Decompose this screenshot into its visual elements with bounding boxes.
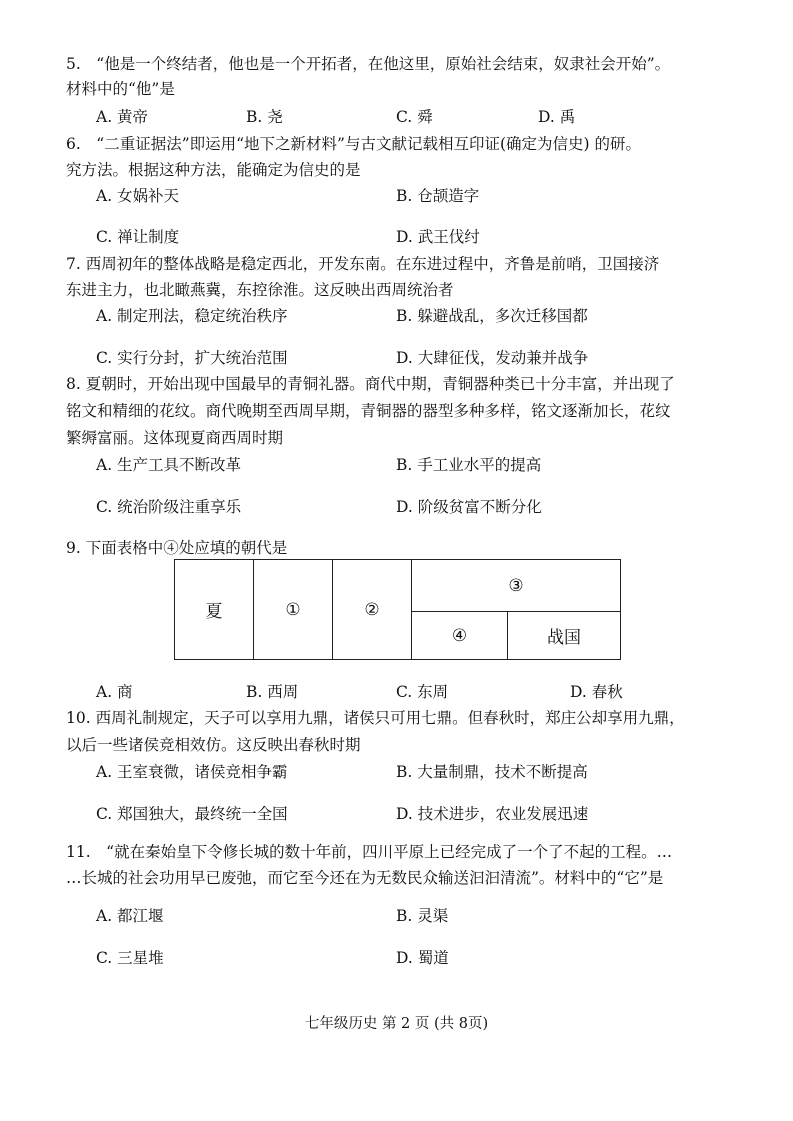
q11-stem-line1: 11. “就在秦始皇下令修长城的数十年前，四川平原上已经完成了一个了不起的工程。…	[66, 843, 673, 861]
q10-option-d[interactable]: D. 技术进步，农业发展迅速	[396, 805, 589, 823]
q10-option-c[interactable]: C. 郑国独大，最终统一全国	[96, 805, 288, 823]
q10-option-b[interactable]: B. 大量制鼎，技术不断提高	[396, 763, 588, 781]
dynasty-table	[174, 559, 621, 660]
q8-option-c[interactable]: C. 统治阶级注重享乐	[96, 498, 242, 516]
q5-option-c[interactable]: C. 舜	[396, 108, 433, 126]
q9-option-d[interactable]: D. 春秋	[570, 683, 623, 701]
q7-option-d[interactable]: D. 大肆征伐，发动兼并战争	[396, 349, 589, 367]
q8-stem-line1: 8. 夏朝时，开始出现中国最早的青铜礼器。商代中期，青铜器种类已十分丰富，并出现了	[66, 375, 675, 393]
q5-option-d[interactable]: D. 禹	[538, 108, 576, 126]
table-cell-1: ①	[254, 560, 333, 660]
q6-option-b[interactable]: B. 仓颉造字	[396, 187, 480, 205]
q8-option-d[interactable]: D. 阶级贫富不断分化	[396, 498, 542, 516]
q6-option-a[interactable]: A. 女娲补天	[96, 187, 180, 205]
q7-stem-line1: 7. 西周初年的整体战略是稳定西北，开发东南。在东进过程中，齐鲁是前哨，卫国接济	[66, 255, 660, 273]
q10-stem-line1: 10. 西周礼制规定，天子可以享用九鼎，诸侯只可用七鼎。但春秋时，郑庄公却享用九鼎，	[66, 709, 685, 727]
q8-stem-line2: 铭文和精细的花纹。商代晚期至西周早期，青铜器的器型多种多样，铭文逐渐加长，花纹	[66, 402, 671, 420]
table-cell-zhanguo: 战国	[508, 612, 621, 660]
q9-option-b[interactable]: B. 西周	[246, 683, 299, 701]
q7-option-c[interactable]: C. 实行分封，扩大统治范围	[96, 349, 288, 367]
q8-option-b[interactable]: B. 手工业水平的提高	[396, 456, 542, 474]
q7-option-b[interactable]: B. 躲避战乱，多次迁移国都	[396, 307, 588, 325]
q11-option-a[interactable]: A. 都江堰	[96, 907, 164, 925]
q11-stem-line2: …长城的社会功用早已废弛，而它至今还在为无数民众输送汩汩清流”。材料中的“它”是	[66, 869, 664, 887]
q5-stem-line1: 5. “他是一个终结者，他也是一个开拓者，在他这里，原始社会结束，奴隶社会开始”。	[66, 55, 671, 73]
q6-option-c[interactable]: C. 禅让制度	[96, 228, 180, 246]
q9-option-c[interactable]: C. 东周	[396, 683, 449, 701]
q6-stem-line2: 究方法。根据这种方法，能确定为信史的是	[66, 161, 361, 179]
q6-stem-line1: 6. “二重证据法”即运用“地下之新材料”与古文献记载相互印证(确定为信史) 的研。	[66, 135, 642, 153]
q11-option-c[interactable]: C. 三星堆	[96, 949, 164, 967]
q10-stem-line2: 以后一些诸侯竞相效仿。这反映出春秋时期	[66, 736, 361, 754]
q7-option-a[interactable]: A. 制定刑法，稳定统治秩序	[96, 307, 288, 325]
table-cell-xia: 夏	[175, 560, 254, 660]
q11-option-d[interactable]: D. 蜀道	[396, 949, 449, 967]
q8-option-a[interactable]: A. 生产工具不断改革	[96, 456, 242, 474]
q9-option-a[interactable]: A. 商	[96, 683, 133, 701]
q6-option-d[interactable]: D. 武王伐纣	[396, 228, 480, 246]
q5-stem-line2: 材料中的“他”是	[66, 80, 175, 98]
q7-stem-line2: 东进主力，也北瞰燕冀，东控徐淮。这反映出西周统治者	[66, 281, 454, 299]
q5-option-a[interactable]: A. 黄帝	[96, 108, 149, 126]
q5-option-b[interactable]: B. 尧	[246, 108, 283, 126]
table-cell-2: ②	[333, 560, 412, 660]
page-footer: 七年级历史 第 2 页 (共 8页)	[304, 1016, 489, 1032]
q11-option-b[interactable]: B. 灵渠	[396, 907, 449, 925]
q9-stem: 9. 下面表格中④处应填的朝代是	[66, 539, 288, 557]
table-cell-3: ③	[412, 560, 621, 612]
q10-option-a[interactable]: A. 王室衰微，诸侯竞相争霸	[96, 763, 288, 781]
q8-stem-line3: 繁缛富丽。这体现夏商西周时期	[66, 429, 284, 447]
table-cell-4: ④	[412, 612, 508, 660]
